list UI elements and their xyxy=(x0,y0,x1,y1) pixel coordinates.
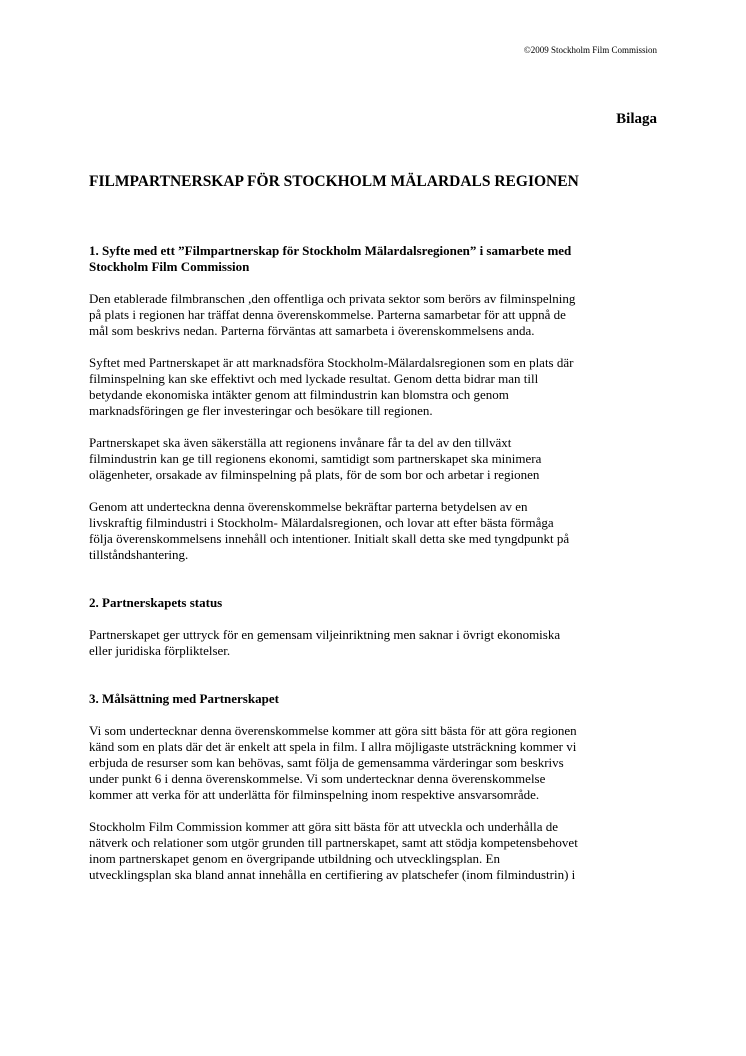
text-line: inom partnerskapet genom en övergripande utbildning och utvecklingsplan. En xyxy=(89,851,500,866)
paragraph xyxy=(89,723,669,803)
paragraph xyxy=(89,435,669,483)
paragraph xyxy=(89,627,669,659)
text-line: Partnerskapet ska även säkerställa att regionens invånare får ta del av den tillväxt xyxy=(89,435,512,450)
text-line: på plats i regionen har träffat denna överenskommelse. Parterna samarbetar för att uppnå de xyxy=(89,307,566,322)
heading-line: 3. Målsättning med Partnerskapet xyxy=(89,691,279,706)
text-line: nätverk och relationer som utgör grunden till partnerskapet, samt att stödja kompetensbehovet xyxy=(89,835,578,850)
text-line: filminspelning kan ske effektivt och med lyckade resultat. Genom detta bidrar man till xyxy=(89,371,539,386)
text-line: utvecklingsplan ska bland annat innehålla en certifiering av platschefer (inom filmindustrin) i xyxy=(89,867,576,882)
document-body xyxy=(89,243,669,883)
text-line: Syftet med Partnerskapet är att marknadsföra Stockholm-Mälardalsregionen som en plats där xyxy=(89,355,574,370)
text-line: Vi som undertecknar denna överenskommelse kommer att göra sitt bästa för att göra regionen xyxy=(89,723,577,738)
text-line: Stockholm Film Commission kommer att göra sitt bästa för att utveckla och underhålla de xyxy=(89,819,558,834)
section-heading xyxy=(89,243,669,275)
paragraph xyxy=(89,499,669,563)
heading-line: Stockholm Film Commission xyxy=(89,259,250,274)
paragraph xyxy=(89,355,669,419)
text-line: marknadsföringen ge fler investeringar och besökare till regionen. xyxy=(89,403,433,418)
text-line: eller juridiska förpliktelser. xyxy=(89,643,231,658)
text-line: olägenheter, orsakade av filminspelning på plats, för de som bor och arbetar i regionen xyxy=(89,467,540,482)
section-3 xyxy=(89,691,669,883)
text-line: erbjuda de resurser som kan behövas, samt följa de gemensamma värderingar som beskrivs xyxy=(89,755,564,770)
section-heading xyxy=(89,691,669,707)
document-title: FILMPARTNERSKAP FÖR STOCKHOLM MÄLARDALS REGIONEN xyxy=(89,173,579,190)
text-line: känd som en plats där det är enkelt att spela in film. I allra möjligaste utsträckning kommer vi xyxy=(89,739,577,754)
appendix-label: Bilaga xyxy=(616,111,657,127)
text-line: kommer att verka för att underlätta för filminspelning inom respektive ansvarsområde. xyxy=(89,787,540,802)
text-line: mål som beskrivs nedan. Parterna förväntas att samarbeta i överenskommelsens anda. xyxy=(89,323,535,338)
text-line: Partnerskapet ger uttryck för en gemensam viljeinriktning men saknar i övrigt ekonomiska xyxy=(89,627,561,642)
section-1 xyxy=(89,243,669,563)
text-line: tillståndshantering. xyxy=(89,547,189,562)
text-line: livskraftig filmindustri i Stockholm- Mälardalsregionen, och lovar att efter bästa förmåga xyxy=(89,515,554,530)
section-heading xyxy=(89,595,669,611)
text-line: filmindustrin kan ge till regionens ekonomi, samtidigt som partnerskapet ska minimera xyxy=(89,451,542,466)
text-line: följa överenskommelsens innehåll och intentioner. Initialt skall detta ske med tyngdpunkt på xyxy=(89,531,570,546)
copyright-notice: ©2009 Stockholm Film Commission xyxy=(523,45,657,55)
paragraph xyxy=(89,291,669,339)
text-line: betydande ekonomiska intäkter genom att filmindustrin kan blomstra och genom xyxy=(89,387,509,402)
heading-line: 2. Partnerskapets status xyxy=(89,595,223,610)
section-2 xyxy=(89,595,669,659)
text-line: Genom att underteckna denna överenskommelse bekräftar parterna betydelsen av en xyxy=(89,499,528,514)
heading-line: 1. Syfte med ett ”Filmpartnerskap för Stockholm Mälardalsregionen” i samarbete med xyxy=(89,243,572,258)
paragraph xyxy=(89,819,669,883)
text-line: under punkt 6 i denna överenskommelse. Vi som undertecknar denna överenskommelse xyxy=(89,771,546,786)
text-line: Den etablerade filmbranschen ,den offentliga och privata sektor som berörs av filminspelning xyxy=(89,291,576,306)
